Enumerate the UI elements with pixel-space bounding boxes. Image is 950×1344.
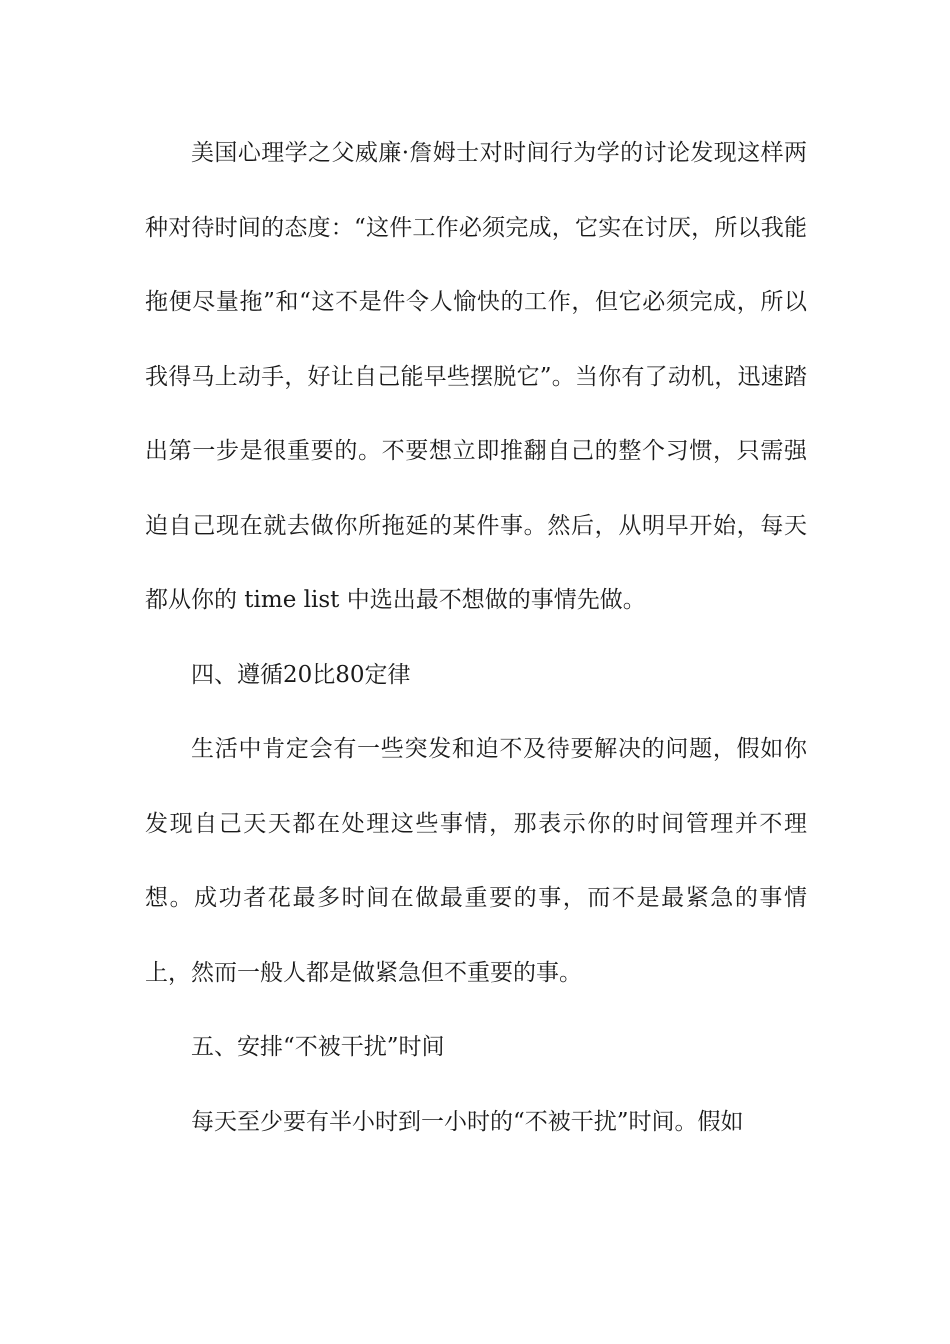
section-heading-uninterrupted-time: 五、安排“不被干扰”时间 (191, 1034, 445, 1060)
paragraph-procrastination: 美国心理学之父威廉·詹姆士对时间行为学的讨论发现这样两种对待时间的态度：“这件工作必须完成，它实在讨厌，所以我能拖便尽量拖”和“这不是件令人愉快的工作，但它必须完成，所以我得马上动手，好让自己能早些摆脱它”。当你有了动机，迅速踏出第一步是很重要的。不要想立即推翻自己的整个习惯，只需强迫自己现在就去做你所拖延的某件事。然后，从明早开始，每天都从你的 time list 中选出最不想做的事情先做。 (145, 140, 807, 613)
paragraph-urgent-vs-important: 生活中肯定会有一些突发和迫不及待要解决的问题，假如你发现自己天天都在处理这些事情，那表示你的时间管理并不理想。成功者花最多时间在做最重要的事，而不是最紧急的事情上，然而一般人都是做紧急但不重要的事。 (145, 736, 807, 986)
section-heading-20-80-rule: 四、遵循20比80定律 (191, 661, 411, 688)
paragraph-uninterrupted-time: 每天至少要有半小时到一小时的“不被干扰”时间。假如 (191, 1108, 744, 1135)
document-body (145, 116, 807, 1159)
